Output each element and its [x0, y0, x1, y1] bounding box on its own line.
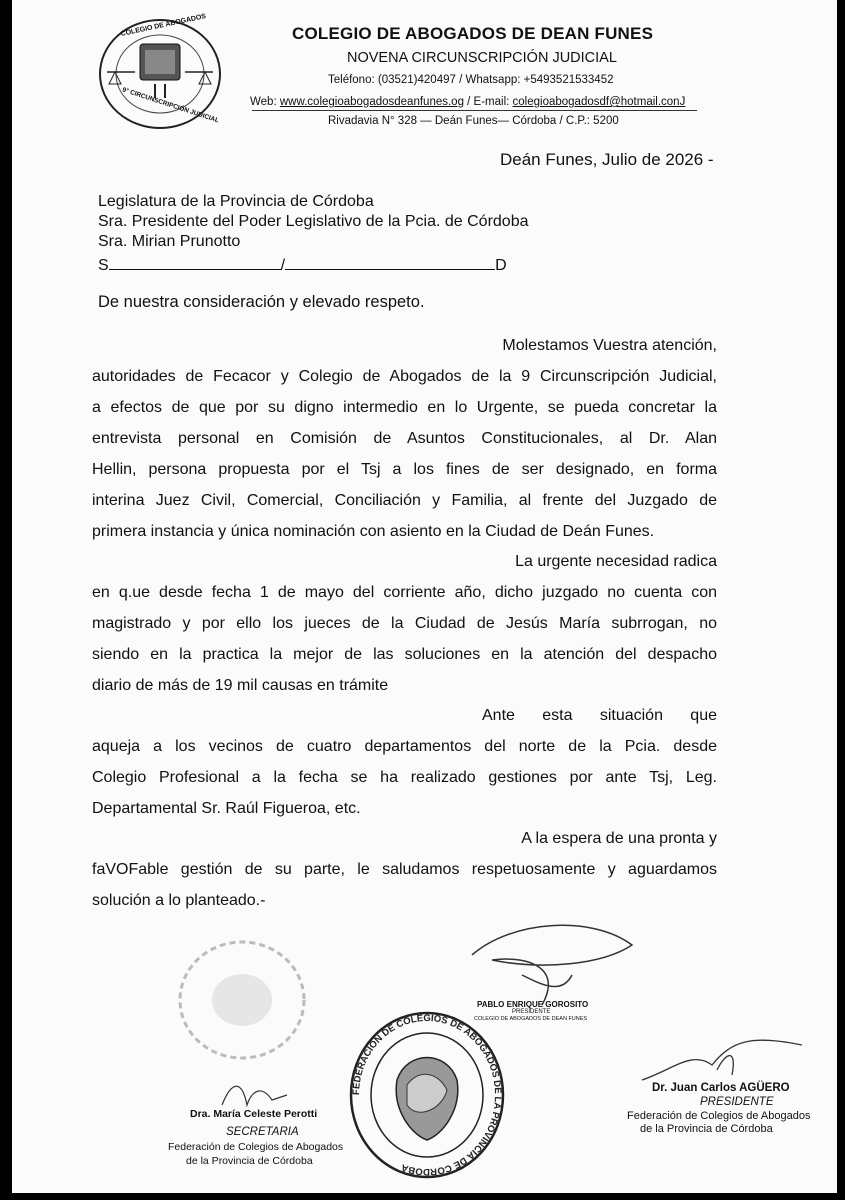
web-link[interactable]: www.colegioabogadosdeanfunes.og	[279, 96, 464, 108]
center-signer-role: PRESIDENTE	[512, 1009, 551, 1015]
d-letter: D	[495, 257, 507, 274]
blank-line-2	[285, 255, 495, 270]
paragraph-3-line: aqueja a los vecinos de cuatro departamentos del norte de la Pcia. desde	[92, 738, 717, 755]
right-signature	[632, 1030, 812, 1090]
paragraph-3-last: Departamental Sr. Raúl Figueroa, etc.	[92, 800, 361, 817]
paragraph-1-last: primera instancia y única nominación con asiento en la Ciudad de Deán Funes.	[92, 523, 655, 540]
paragraph-4-lead: A la espera de una pronta y	[521, 830, 717, 847]
web-label: Web:	[250, 96, 280, 108]
recipient-line-1: Legislatura de la Provincia de Córdoba	[98, 193, 374, 210]
paragraph-1-lead: Molestamos Vuestra atención,	[502, 337, 717, 354]
paragraph-1-line: autoridades de Fecacor y Colegio de Abogados de la 9 Circunscripción Judicial,	[92, 368, 717, 385]
paragraph-4	[92, 823, 717, 916]
header-phone: Teléfono: (03521)420497 / Whatsapp: +5493521533452	[328, 74, 614, 86]
logo-text-top: COLEGIO DE ABOGADOS	[120, 13, 207, 38]
recipient-line-2: Sra. Presidente del Poder Legislativo de la Pcia. de Córdoba	[98, 213, 529, 230]
center-signer-org: COLEGIO DE ABOGADOS DE DEAN FUNES	[474, 1016, 588, 1022]
federation-seal	[347, 1010, 507, 1180]
paragraph-2-last: diario de más de 19 mil causas en trámite	[92, 677, 389, 694]
left-signer-name: Dra. María Celeste Perotti	[190, 1108, 318, 1120]
left-signer-org-1: Federación de Colegios de Abogados	[168, 1141, 344, 1153]
faded-stamp	[172, 935, 312, 1065]
header-subtitle: NOVENA CIRCUNSCRIPCIÓN JUDICIAL	[347, 50, 617, 66]
right-signer-org-1: Federación de Colegios de Abogados	[627, 1110, 811, 1122]
right-signer-name: Dr. Juan Carlos AGÜERO	[652, 1082, 790, 1094]
paragraph-3-line: Colegio Profesional a la fecha se ha realizado gestiones por ante Tsj, Leg.	[92, 769, 717, 786]
center-signer-name: PABLO ENRIQUE GOROSITO	[477, 1000, 589, 1009]
paragraph-2-line: magistrado y por ello los jueces de la Ciudad de Jesús María subrrogan, no	[92, 615, 717, 632]
date-line: Deán Funes, Julio de 2026 -	[500, 150, 714, 169]
left-signer-role: SECRETARIA	[226, 1126, 299, 1138]
paragraph-1-line: Hellin, persona propuesta por el Tsj a los fines de ser designado, en forma	[92, 461, 717, 478]
paragraph-2-line: en q.ue desde fecha 1 de mayo del corriente año, dicho juzgado no cuenta con	[92, 584, 717, 601]
email-label: / E-mail:	[463, 96, 513, 108]
right-signer-org-2: de la Provincia de Córdoba	[640, 1123, 773, 1135]
paragraph-4-line: faVOFable gestión de su parte, le saludamos respetuosamente y aguardamos	[92, 861, 717, 878]
slash: /	[280, 257, 286, 274]
paragraph-2	[92, 546, 717, 701]
email-link[interactable]: colegioabogadosdf@hotmail.conJ	[512, 96, 686, 108]
paragraph-3-lead: Ante esta situación que	[482, 707, 717, 724]
salutation-sd-line	[98, 255, 507, 275]
header-web-email	[250, 96, 685, 108]
blank-line-1	[109, 255, 281, 270]
paragraph-2-line: siendo en la practica la mejor de las soluciones en la atención del despacho	[92, 646, 717, 663]
s-letter: S	[98, 257, 109, 274]
paragraph-1-line: entrevista personal en Comisión de Asuntos Constitucionales, al Dr. Alan	[92, 430, 717, 447]
left-signer-org-2: de la Provincia de Córdoba	[186, 1155, 313, 1167]
paragraph-1-line: a efectos de que por su digno intermedio en lo Urgente, se pueda concretar la	[92, 399, 717, 416]
recipient-line-3: Sra. Mirian Prunotto	[98, 233, 241, 250]
header-address: Rivadavia N° 328 — Deán Funes— Córdoba / C.P.: 5200	[328, 115, 619, 127]
letter-page	[12, 0, 837, 1193]
right-signer-role: PRESIDENTE	[700, 1096, 774, 1108]
paragraph-1-line: interina Juez Civil, Comercial, Conciliación y Familia, al frente del Juzgado de	[92, 492, 717, 509]
paragraph-1	[92, 330, 717, 547]
header-divider	[252, 110, 697, 111]
svg-text:FEDERACION DE COLEGIOS DE ABOG: FEDERACION DE COLEGIOS DE ABOGADOS DE LA PROVINCIA DE CORDOBA	[350, 1012, 504, 1178]
greeting: De nuestra consideración y elevado respeto.	[98, 293, 425, 311]
paragraph-2-lead: La urgente necesidad radica	[515, 553, 717, 570]
paragraph-4-last: solución a lo planteado.-	[92, 892, 266, 909]
logo-text-bottom: 9° CIRCUNSCRIPCIÓN JUDICIAL	[121, 86, 220, 125]
paragraph-3	[92, 700, 717, 824]
header-title: COLEGIO DE ABOGADOS DE DEAN FUNES	[292, 24, 654, 43]
